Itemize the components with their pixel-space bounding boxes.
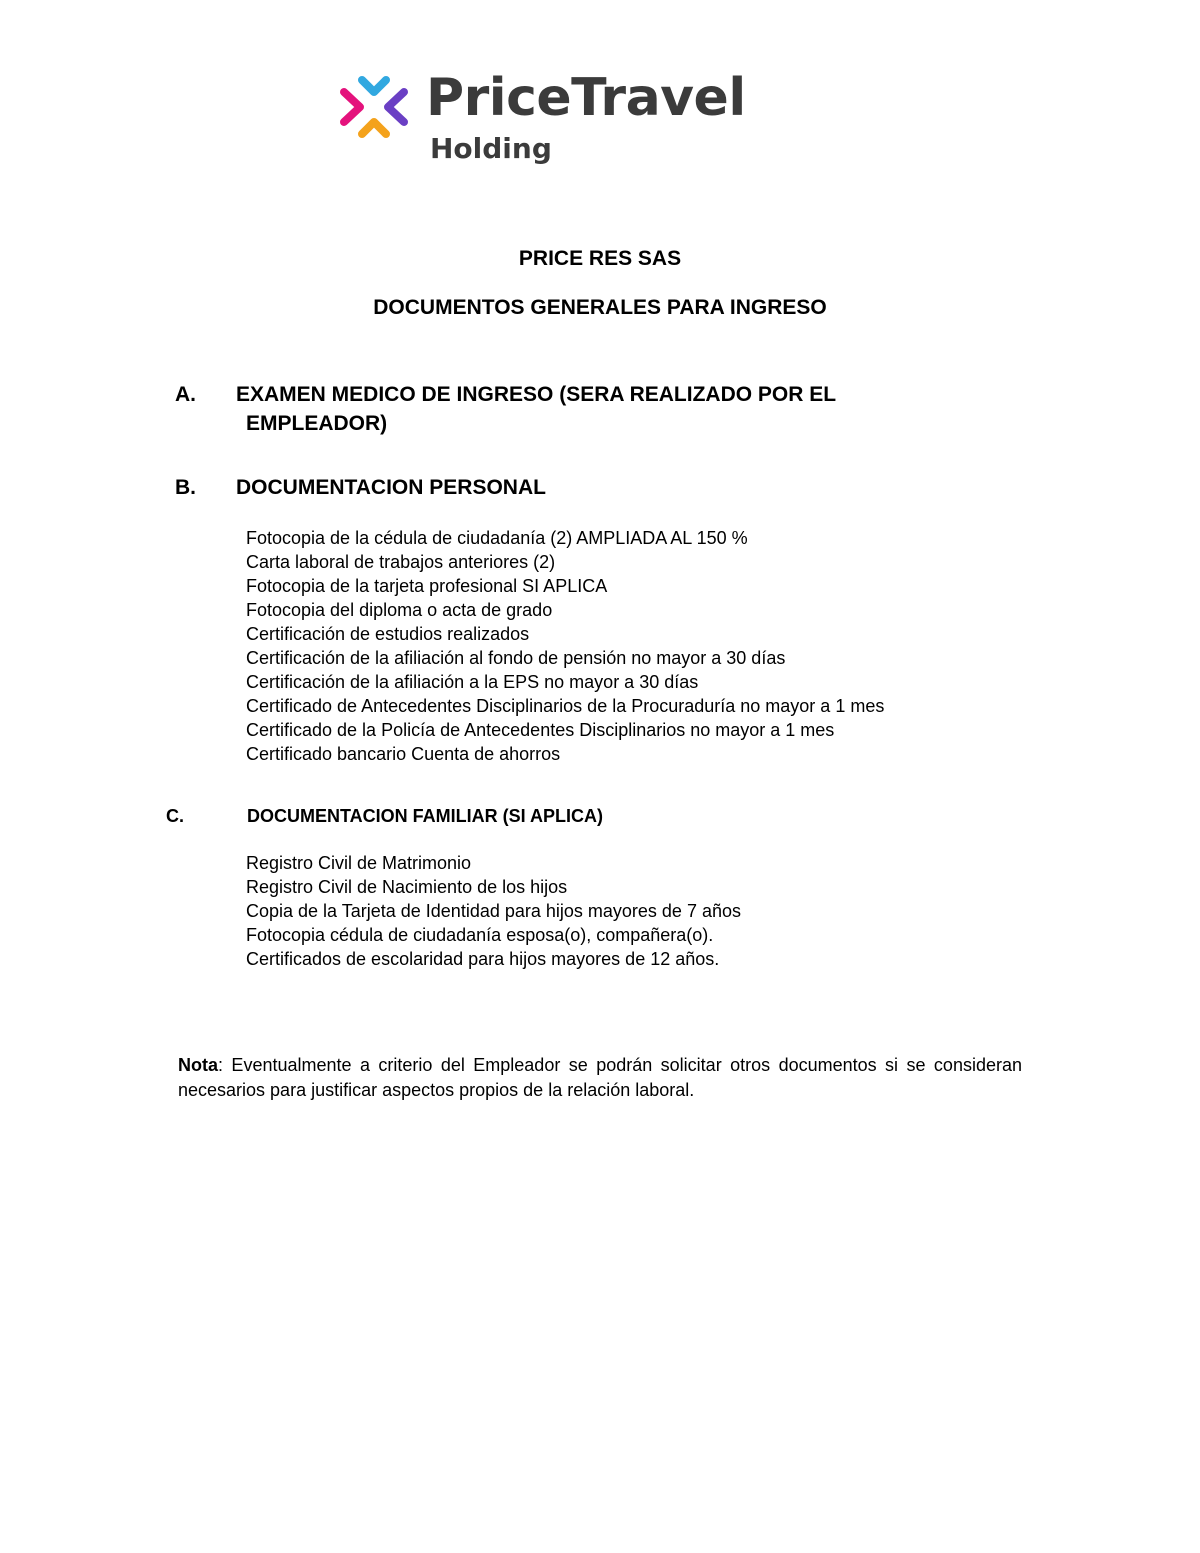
- pricetravel-logo-icon: [338, 74, 410, 140]
- note-paragraph: [178, 1053, 1022, 1103]
- list-item: Fotocopia cédula de ciudadanía esposa(o), compañera(o).: [246, 925, 714, 945]
- company-name: PRICE RES SAS: [518, 247, 682, 270]
- logo-brand-text: PriceTravel: [426, 68, 746, 128]
- section-b-heading: DOCUMENTACION PERSONAL: [236, 476, 546, 499]
- list-item: Copia de la Tarjeta de Identidad para hijos mayores de 7 años: [246, 901, 741, 921]
- list-item: Certificación de la afiliación a la EPS no mayor a 30 días: [246, 672, 699, 692]
- list-item: Fotocopia de la cédula de ciudadanía (2) AMPLIADA AL 150 %: [246, 528, 748, 548]
- list-item: Fotocopia de la tarjeta profesional SI APLICA: [246, 576, 608, 596]
- list-item: Fotocopia del diploma o acta de grado: [246, 600, 553, 620]
- note-label: Nota: [178, 1055, 218, 1075]
- page-title: DOCUMENTOS GENERALES PARA INGRESO: [373, 296, 827, 319]
- list-item: Certificados de escolaridad para hijos mayores de 12 años.: [246, 949, 720, 969]
- list-item: Certificación de estudios realizados: [246, 624, 530, 644]
- section-b-letter: B.: [175, 476, 196, 499]
- list-item: Registro Civil de Matrimonio: [246, 853, 472, 873]
- list-item: Certificado de Antecedentes Disciplinarios de la Procuraduría no mayor a 1 mes: [246, 696, 885, 716]
- section-a-letter: A.: [175, 383, 196, 406]
- list-item: Certificado bancario Cuenta de ahorros: [246, 744, 561, 764]
- list-item: Certificado de la Policía de Antecedentes Disciplinarios no mayor a 1 mes: [246, 720, 835, 740]
- section-c-heading: DOCUMENTACION FAMILIAR (SI APLICA): [247, 806, 603, 826]
- list-item: Registro Civil de Nacimiento de los hijos: [246, 877, 568, 897]
- company-logo: [338, 68, 790, 172]
- note-text: : Eventualmente a criterio del Empleador se podrán solicitar otros documentos si se consideran necesarios para justificar aspectos propios de la relación laboral.: [178, 1055, 1022, 1100]
- personal-documents-list: [246, 526, 884, 766]
- section-a-heading-line1: EXAMEN MEDICO DE INGRESO (SERA REALIZADO POR EL: [236, 383, 837, 406]
- list-item: Carta laboral de trabajos anteriores (2): [246, 552, 556, 572]
- section-a-heading-line2: EMPLEADOR): [246, 412, 388, 435]
- section-c-letter: C.: [166, 806, 184, 826]
- logo-subtitle-text: Holding: [430, 132, 552, 165]
- family-documents-list: [246, 851, 741, 971]
- list-item: Certificación de la afiliación al fondo de pensión no mayor a 30 días: [246, 648, 786, 668]
